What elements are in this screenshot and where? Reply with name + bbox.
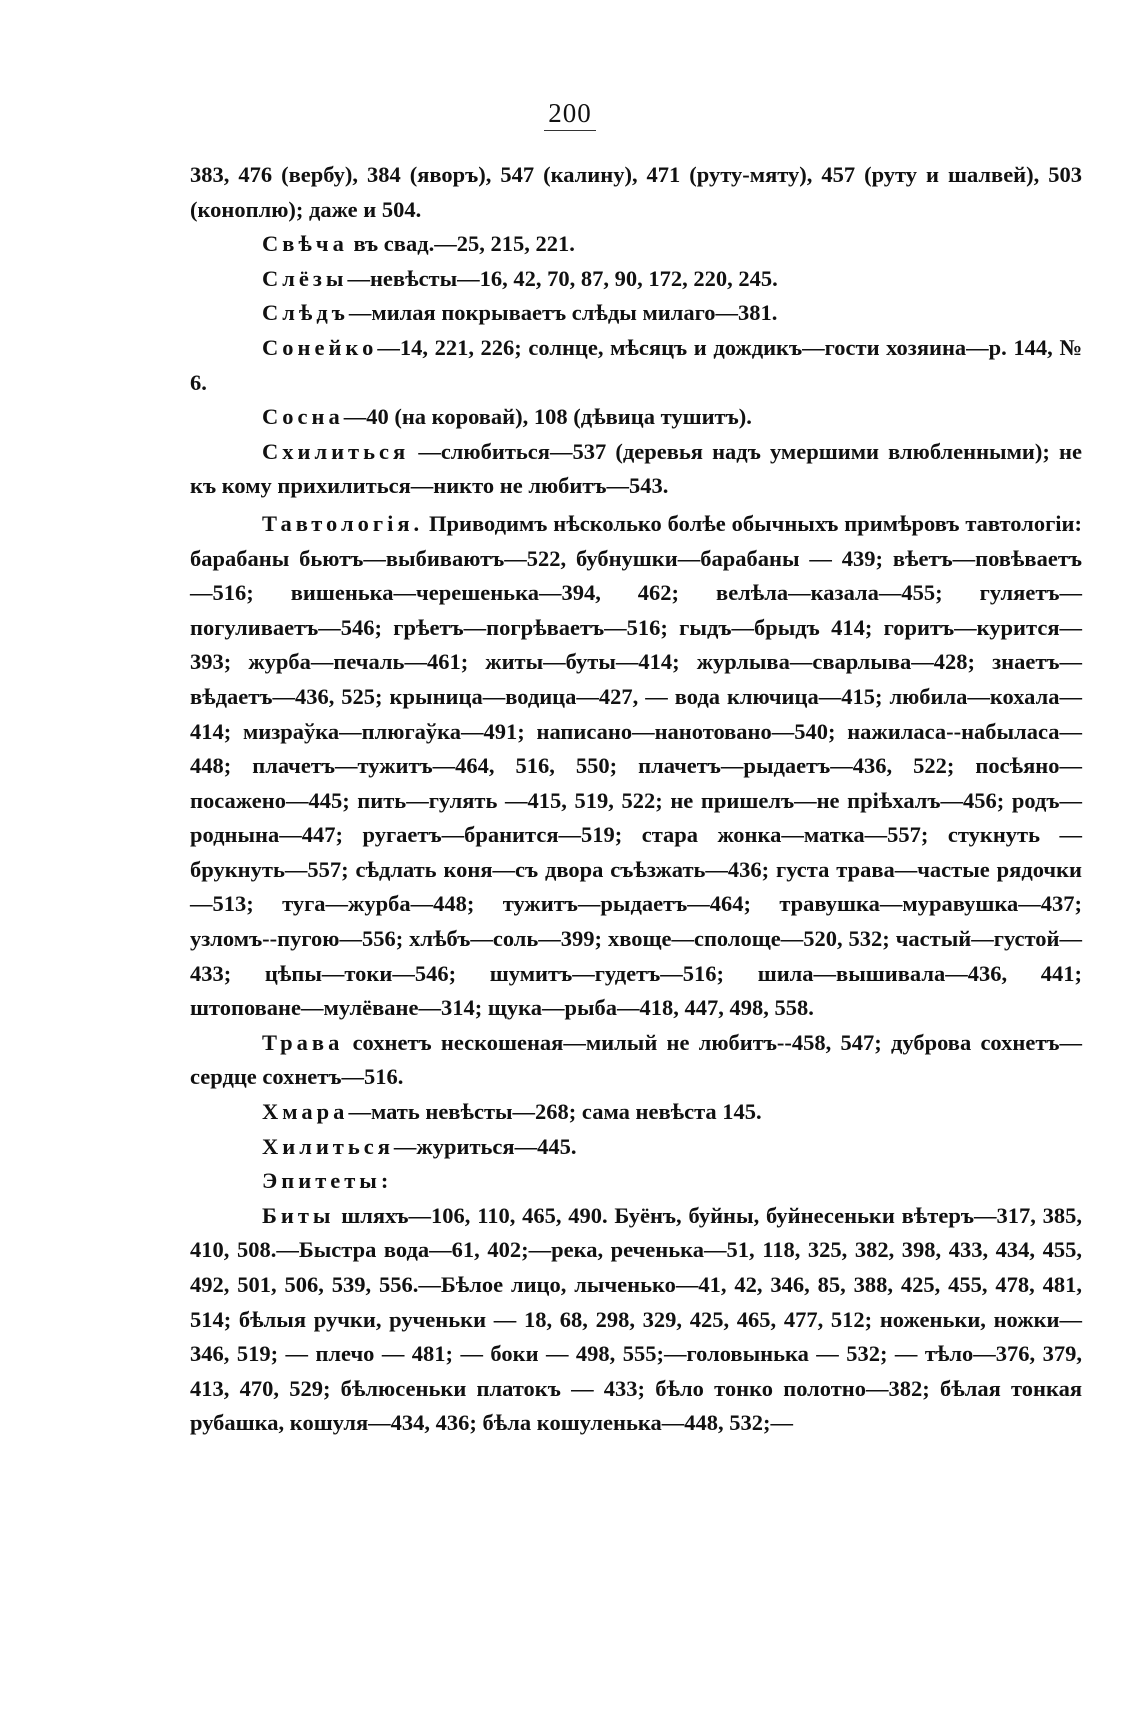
paragraph <box>190 262 1082 297</box>
paragraph-body: въ свад.—25, 215, 221. <box>347 231 575 257</box>
paragraph <box>190 1026 1082 1095</box>
paragraph-head: Слёзы <box>262 265 348 291</box>
paragraph-head: Сонейко <box>262 334 378 360</box>
page-text <box>190 158 1082 1441</box>
paragraph-body: сохнетъ нескошеная—милый не любитъ--458, 547; дуброва сохнетъ—сердце сохнетъ—516. <box>190 1029 1082 1090</box>
paragraph-body: —14, 221, 226; солнце, мѣсяцъ и дождикъ—гости хозяина—р. 144, № 6. <box>190 334 1082 395</box>
paragraph-body: Приводимъ нѣсколько болѣе обычныхъ примѣровъ тавтологіи: барабаны бьютъ—выбиваютъ—522, бубнушки—барабаны — 439; вѣетъ—повѣваетъ—516; вишенька—черешенька—394, 462; велѣла—казала—455; гуляетъ—погуливаетъ—546; грѣетъ—погрѣваетъ—516; гыдъ—брыдъ 414; горитъ—курится—393; журба—печаль—461; житы—буты—414; журлыва—сварлыва—428; знаетъ—вѣдаетъ—436, 525; крыница—водица—427, — вода ключица—415; любила—кохала—414; мизраўка—плюгаўка—491; написано—нанотовано—540; нажиласа--набыласа—448; плачетъ—тужитъ—464, 516, 550; плачетъ—рыдаетъ—436, 522; посѣяно—посажено—445; пить—гулять —415, 519, 522; не пришелъ—не пріѣхалъ—456; родъ—роднына—447; ругаетъ—бранится—519; стара жонка—матка—557; стукнуть — брукнуть—557; сѣдлать коня—съ двора съѣзжать—436; густа трава—частые рядочки—513; туга—журба—448; тужитъ—рыдаетъ—464; травушка—муравушка—437; узломъ--пугою—556; хлѣбъ—соль—399; хвоще—сполоще—520, 532; частый—густой—433; цѣпы—токи—546; шумитъ—гудетъ—516; шила—вышивала—436, 441; штоповане—мулёване—314; щука—рыба—418, 447, 498, 558. <box>190 510 1082 1021</box>
paragraph-body: —журиться—445. <box>393 1133 577 1159</box>
paragraph-body: 383, 476 (вербу), 384 (яворъ), 547 (калину), 471 (руту-мяту), 457 (руту и шалвей), 503 (коноплю); даже и 504. <box>190 162 1082 222</box>
paragraph <box>190 331 1082 400</box>
paragraph-head: Сосна <box>262 404 344 430</box>
paragraph-head: Схилиться <box>262 438 410 464</box>
paragraph-head: Свѣча <box>262 231 348 257</box>
paragraph-head: Трава <box>262 1029 344 1055</box>
paragraph-body: —мать невѣсты—268; сама невѣста 145. <box>348 1099 762 1125</box>
paragraph-body: —слюбиться—537 (деревья надъ умершими влюбленными); не къ кому прихилиться—никто не любитъ—543. <box>190 438 1082 499</box>
paragraph <box>190 227 1082 262</box>
paragraph <box>190 400 1082 435</box>
paragraph-head: Эпитеты: <box>262 1168 393 1194</box>
paragraph-head: Слѣдъ <box>262 300 349 326</box>
paragraph <box>190 1199 1082 1441</box>
paragraph-head: Хмара <box>262 1099 349 1125</box>
paragraph-head: Хилиться <box>262 1133 394 1159</box>
paragraph <box>190 1095 1082 1130</box>
paragraph-body: —невѣсты—16, 42, 70, 87, 90, 172, 220, 245. <box>347 265 778 291</box>
paragraph-body: —40 (на коровай), 108 (дѣвица тушитъ). <box>343 404 752 430</box>
paragraph <box>190 1164 1082 1199</box>
paragraph <box>190 435 1082 504</box>
paragraph <box>190 296 1082 331</box>
paragraph-head: Биты <box>262 1202 335 1228</box>
paragraph-body: шляхъ—106, 110, 465, 490. Буёнъ, буйны, буйнесеньки вѣтеръ—317, 385, 410, 508.—Быстра вода—61, 402;—река, реченька—51, 118, 325, 382, 398, 433, 434, 455, 492, 501, 506, 539, 556.—Бѣлое лицо, лыченько—41, 42, 346, 85, 388, 425, 455, 478, 481, 514; бѣлыя ручки, рученьки — 18, 68, 298, 329, 425, 465, 477, 512; ноженьки, ножки—346, 519; — плечо — 481; — боки — 498, 555;—головынька — 532; — тѣло—376, 379, 413, 470, 529; бѣлюсеньки платокъ — 433; бѣло тонко полотно—382; бѣлая тонкая рубашка, кошуля—434, 436; бѣла кошуленька—448, 532;— <box>190 1202 1082 1436</box>
paragraph <box>190 1130 1082 1165</box>
paragraph <box>190 507 1082 1026</box>
paragraph-body: —милая покрываетъ слѣды милаго—381. <box>348 300 778 326</box>
paragraph <box>190 158 1082 227</box>
paragraph-head: Тавтологія. <box>262 510 424 536</box>
page-number: 200 <box>0 98 1140 129</box>
